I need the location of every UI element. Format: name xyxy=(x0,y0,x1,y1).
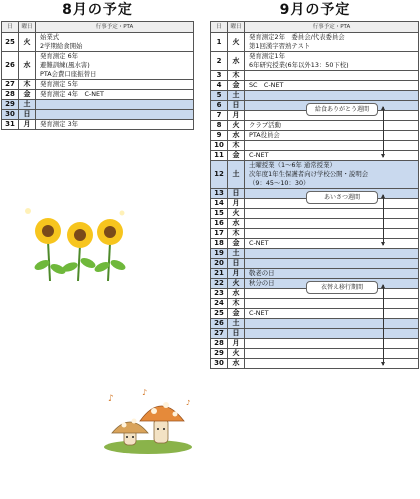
day-number: 27 xyxy=(211,329,228,339)
weekday: 日 xyxy=(19,110,36,120)
schedule-row xyxy=(2,90,194,100)
day-header: 日 xyxy=(2,22,19,33)
table-header-row xyxy=(211,22,419,33)
weekday: 木 xyxy=(228,299,245,309)
august-title: 8月の予定 xyxy=(62,2,133,18)
event-cell xyxy=(245,81,419,91)
event-line: 発育測定 6年 xyxy=(40,52,79,60)
events-header: 行事予定・PTA xyxy=(245,22,419,33)
event-line xyxy=(249,299,416,308)
event-line: 2学期給食開始 xyxy=(40,42,83,50)
event-line xyxy=(249,329,416,338)
weekday: 月 xyxy=(228,111,245,121)
event-cell xyxy=(36,33,194,52)
event-line: PTA役員会 xyxy=(249,131,280,139)
schedule-row xyxy=(211,239,419,249)
event-line xyxy=(249,339,416,348)
event-line: 発育測定2年 委員会/代表委員会 xyxy=(249,33,345,41)
day-number: 16 xyxy=(211,219,228,229)
day-number: 25 xyxy=(211,309,228,319)
event-cell xyxy=(245,161,419,189)
day-number: 24 xyxy=(211,299,228,309)
weekday: 木 xyxy=(228,71,245,81)
event-line: C-NET xyxy=(249,239,269,247)
weekday: 火 xyxy=(228,349,245,359)
event-cell xyxy=(36,80,194,90)
event-line xyxy=(249,349,416,358)
event-line: 始業式 xyxy=(40,33,60,41)
period-callout: あいさつ週間 xyxy=(306,191,378,204)
september-title: 9月の予定 xyxy=(279,2,351,18)
event-line: （9：45～10：30） xyxy=(249,179,310,187)
event-cell xyxy=(245,269,419,279)
event-cell xyxy=(36,120,194,130)
event-line: PTA会費口座振替日 xyxy=(40,70,97,78)
day-number: 18 xyxy=(211,239,228,249)
weekday: 日 xyxy=(228,101,245,111)
weekday: 火 xyxy=(228,209,245,219)
event-cell xyxy=(245,259,419,269)
weekday-header: 曜日 xyxy=(19,22,36,33)
mushrooms-illustration xyxy=(102,385,194,455)
event-line: 発育測定 4年 C-NET xyxy=(40,90,104,98)
event-cell xyxy=(245,141,419,151)
day-number: 17 xyxy=(211,229,228,239)
schedule-row xyxy=(211,219,419,229)
weekday: 金 xyxy=(228,151,245,161)
weekday: 水 xyxy=(228,219,245,229)
event-cell xyxy=(36,100,194,110)
weekday-header: 曜日 xyxy=(228,22,245,33)
event-cell xyxy=(245,249,419,259)
event-cell xyxy=(245,329,419,339)
event-cell xyxy=(245,319,419,329)
schedule-row xyxy=(2,120,194,130)
day-number: 10 xyxy=(211,141,228,151)
weekday: 火 xyxy=(228,121,245,131)
event-line xyxy=(249,259,416,268)
schedule-row xyxy=(211,319,419,329)
day-number: 22 xyxy=(211,279,228,289)
event-line: 土曜授業（1～6年 通常授業） xyxy=(249,161,336,169)
day-number: 29 xyxy=(2,100,19,110)
weekday: 日 xyxy=(228,329,245,339)
event-line xyxy=(249,219,416,228)
schedule-row xyxy=(2,100,194,110)
day-number: 28 xyxy=(211,339,228,349)
day-number: 30 xyxy=(211,359,228,369)
event-cell xyxy=(245,349,419,359)
event-cell xyxy=(245,91,419,101)
day-number: 1 xyxy=(211,33,228,52)
schedule-row xyxy=(211,339,419,349)
weekday: 火 xyxy=(19,33,36,52)
weekday: 土 xyxy=(228,161,245,189)
day-header: 日 xyxy=(211,22,228,33)
august-schedule-table xyxy=(1,21,194,130)
day-number: 21 xyxy=(211,269,228,279)
event-line xyxy=(249,229,416,238)
schedule-row xyxy=(211,71,419,81)
day-number: 4 xyxy=(211,81,228,91)
weekday: 月 xyxy=(228,199,245,209)
weekday: 水 xyxy=(228,131,245,141)
schedule-row xyxy=(2,80,194,90)
day-number: 29 xyxy=(211,349,228,359)
weekday: 水 xyxy=(19,52,36,80)
event-cell xyxy=(245,359,419,369)
event-line: 秋分の日 xyxy=(249,279,275,287)
period-span-arrow xyxy=(383,107,384,157)
weekday: 月 xyxy=(228,339,245,349)
event-cell xyxy=(245,209,419,219)
event-cell xyxy=(245,33,419,52)
event-line: 次年度1年生保護者向け学校公開・説明会 xyxy=(249,170,369,178)
event-line xyxy=(249,141,416,150)
event-line: SC C-NET xyxy=(249,81,284,89)
day-number: 26 xyxy=(211,319,228,329)
day-number: 5 xyxy=(211,91,228,101)
day-number: 13 xyxy=(211,189,228,199)
event-cell xyxy=(245,339,419,349)
event-cell xyxy=(36,110,194,120)
period-callout: 給食ありがとう週間 xyxy=(306,103,378,116)
schedule-row xyxy=(211,131,419,141)
weekday: 金 xyxy=(228,309,245,319)
schedule-row xyxy=(211,299,419,309)
weekday: 木 xyxy=(228,141,245,151)
schedule-row xyxy=(211,33,419,52)
svg-text:♪: ♪ xyxy=(108,394,114,404)
day-number: 14 xyxy=(211,199,228,209)
event-line: 避難訓練(風水害) xyxy=(40,61,90,69)
event-line: C-NET xyxy=(249,309,269,317)
weekday: 土 xyxy=(228,91,245,101)
day-number: 12 xyxy=(211,161,228,189)
schedule-row xyxy=(211,259,419,269)
schedule-row xyxy=(2,110,194,120)
day-number: 25 xyxy=(2,33,19,52)
event-line: クラブ活動 xyxy=(249,121,281,129)
day-number: 19 xyxy=(211,249,228,259)
schedule-row xyxy=(211,269,419,279)
weekday: 金 xyxy=(228,81,245,91)
day-number: 9 xyxy=(211,131,228,141)
table-header-row xyxy=(2,22,194,33)
day-number: 2 xyxy=(211,52,228,71)
period-span-arrow xyxy=(383,195,384,245)
event-line xyxy=(249,359,416,368)
day-number: 6 xyxy=(211,101,228,111)
event-cell xyxy=(245,309,419,319)
day-number: 26 xyxy=(2,52,19,80)
event-line: 発育測定1年 xyxy=(249,52,286,60)
schedule-row xyxy=(211,52,419,71)
event-line: 6年研究授業(6年以外13：50下校) xyxy=(249,61,349,69)
event-cell xyxy=(245,131,419,141)
day-number: 11 xyxy=(211,151,228,161)
event-cell xyxy=(245,299,419,309)
day-number: 3 xyxy=(211,71,228,81)
day-number: 31 xyxy=(2,120,19,130)
event-cell xyxy=(245,219,419,229)
weekday: 月 xyxy=(228,269,245,279)
event-cell xyxy=(245,151,419,161)
event-cell xyxy=(245,239,419,249)
event-line xyxy=(249,249,416,258)
schedule-row xyxy=(211,91,419,101)
schedule-row xyxy=(211,209,419,219)
event-line: 発育測定 3年 xyxy=(40,120,79,128)
schedule-row xyxy=(211,249,419,259)
day-number: 28 xyxy=(2,90,19,100)
weekday: 日 xyxy=(228,259,245,269)
events-header: 行事予定・PTA xyxy=(36,22,194,33)
weekday: 水 xyxy=(228,289,245,299)
event-cell xyxy=(36,90,194,100)
event-line: 発育測定 5年 xyxy=(40,80,79,88)
weekday: 火 xyxy=(228,33,245,52)
event-line xyxy=(249,71,416,80)
event-line: 第1回漢字習熟テスト xyxy=(249,42,311,50)
event-line xyxy=(249,91,416,100)
weekday: 水 xyxy=(228,52,245,71)
schedule-row xyxy=(211,121,419,131)
weekday: 火 xyxy=(228,279,245,289)
weekday: 木 xyxy=(19,80,36,90)
event-cell xyxy=(245,229,419,239)
sunflowers-illustration xyxy=(18,205,130,283)
schedule-row xyxy=(211,161,419,189)
schedule-row xyxy=(211,329,419,339)
event-line xyxy=(249,209,416,218)
day-number: 15 xyxy=(211,209,228,219)
event-line: 敬老の日 xyxy=(249,269,275,277)
event-line xyxy=(40,100,191,109)
schedule-row xyxy=(211,151,419,161)
weekday: 木 xyxy=(228,229,245,239)
schedule-row xyxy=(211,309,419,319)
event-line xyxy=(249,319,416,328)
day-number: 30 xyxy=(2,110,19,120)
weekday: 水 xyxy=(228,359,245,369)
weekday: 日 xyxy=(228,189,245,199)
weekday: 金 xyxy=(19,90,36,100)
weekday: 土 xyxy=(228,319,245,329)
day-number: 20 xyxy=(211,259,228,269)
schedule-row xyxy=(211,349,419,359)
event-line xyxy=(40,110,191,119)
event-cell xyxy=(245,71,419,81)
event-cell xyxy=(245,121,419,131)
weekday: 土 xyxy=(228,249,245,259)
day-number: 27 xyxy=(2,80,19,90)
period-span-arrow xyxy=(383,285,384,365)
day-number: 23 xyxy=(211,289,228,299)
schedule-row xyxy=(211,81,419,91)
day-number: 8 xyxy=(211,121,228,131)
schedule-row xyxy=(211,359,419,369)
event-cell xyxy=(245,52,419,71)
weekday: 金 xyxy=(228,239,245,249)
schedule-row xyxy=(211,229,419,239)
day-number: 7 xyxy=(211,111,228,121)
schedule-row xyxy=(211,141,419,151)
weekday: 土 xyxy=(19,100,36,110)
event-line: C-NET xyxy=(249,151,269,159)
schedule-row xyxy=(2,33,194,52)
svg-text:♪: ♪ xyxy=(142,388,148,397)
svg-text:♪: ♪ xyxy=(186,399,191,407)
weekday: 月 xyxy=(19,120,36,130)
event-cell xyxy=(36,52,194,80)
schedule-row xyxy=(2,52,194,80)
period-callout: 衣替え移行期間 xyxy=(306,281,378,294)
